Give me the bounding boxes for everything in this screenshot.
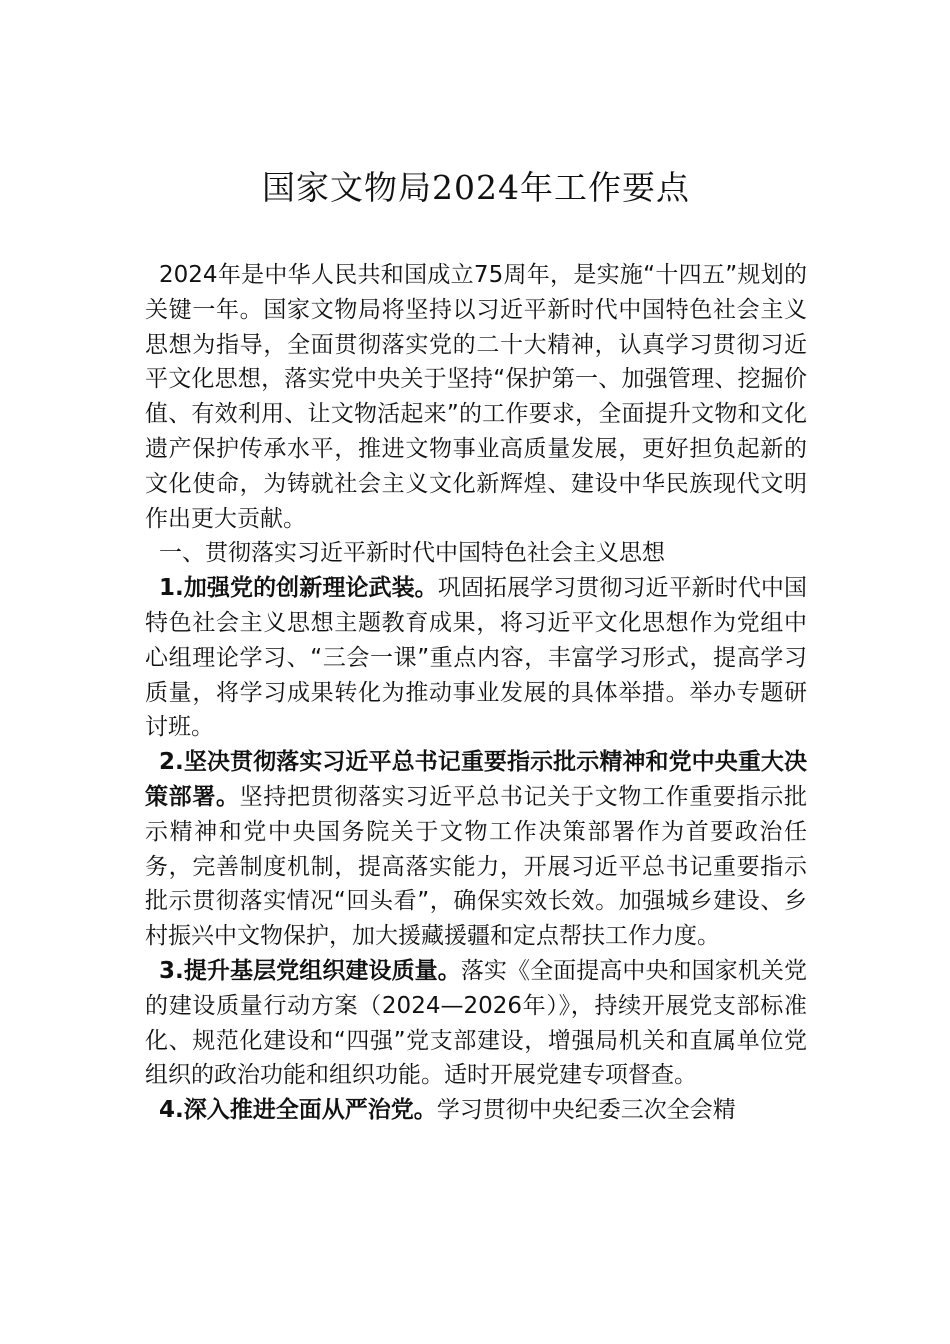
item-paragraph-4 — [145, 1093, 807, 1128]
item-lead-1: 1.加强党的创新理论武装。 — [159, 575, 438, 602]
item-body-1: 巩固拓展学习贯彻习近平新时代中国特色社会主义思想主题教育成果，将习近平文化思想作为党组中心组理论学习、“三会一课”重点内容，丰富学习形式，提高学习质量，将学习成果转化为推动事业发展的具体举措。举办专题研讨班。 — [145, 575, 808, 741]
item-paragraph-3 — [145, 954, 807, 1093]
item-body-2: 坚持把贯彻落实习近平总书记关于文物工作重要指示批示精神和党中央国务院关于文物工作决策部署作为首要政治任务，完善制度机制，提高落实能力，开展习近平总书记重要指示批示贯彻落实情况“回头看”，确保实效长效。加强城乡建设、乡村振兴中文物保护，加大援藏援疆和定点帮扶工作力度。 — [145, 783, 808, 950]
item-paragraph-2 — [145, 745, 807, 954]
item-paragraph-1 — [145, 571, 807, 745]
document-content — [145, 162, 807, 1128]
intro-paragraph: 2024年是中华人民共和国成立75周年，是实施“十四五”规划的关键一年。国家文物局将坚持以习近平新时代中国特色社会主义思想为指导，全面贯彻落实党的二十大精神，认真学习贯彻习近平文化思想，落实党中央关于坚持“保护第一、加强管理、挖掘价值、有效利用、让文物活起来”的工作要求，全面提升文物和文化遗产保护传承水平，推进文物事业高质量发展，更好担负起新的文化使命，为铸就社会主义文化新辉煌、建设中华民族现代文明作出更大贡献。 — [145, 262, 807, 532]
item-lead-3: 3.提升基层党组织建设质量。 — [159, 957, 461, 984]
item-lead-4: 4.深入推进全面从严治党。 — [159, 1097, 437, 1124]
section-heading: 一、贯彻落实习近平新时代中国特色社会主义思想 — [159, 540, 665, 567]
document-title: 国家文物局2024年工作要点 — [262, 168, 690, 207]
item-body-3: 落实《全面提高中央和国家机关党的建设质量行动方案（2024—2026年）》，持续开展党支部标准化、规范化建设和“四强”党支部建设，增强局机关和直属单位党组织的政治功能和组织功能。适时开展党建专项督查。 — [145, 957, 807, 1089]
item-lead-2: 2.坚决贯彻落实习近平总书记重要指示批示精神和党中央重大决策部署。 — [145, 749, 807, 810]
item-body-4: 学习贯彻中央纪委三次全会精 — [436, 1097, 736, 1124]
